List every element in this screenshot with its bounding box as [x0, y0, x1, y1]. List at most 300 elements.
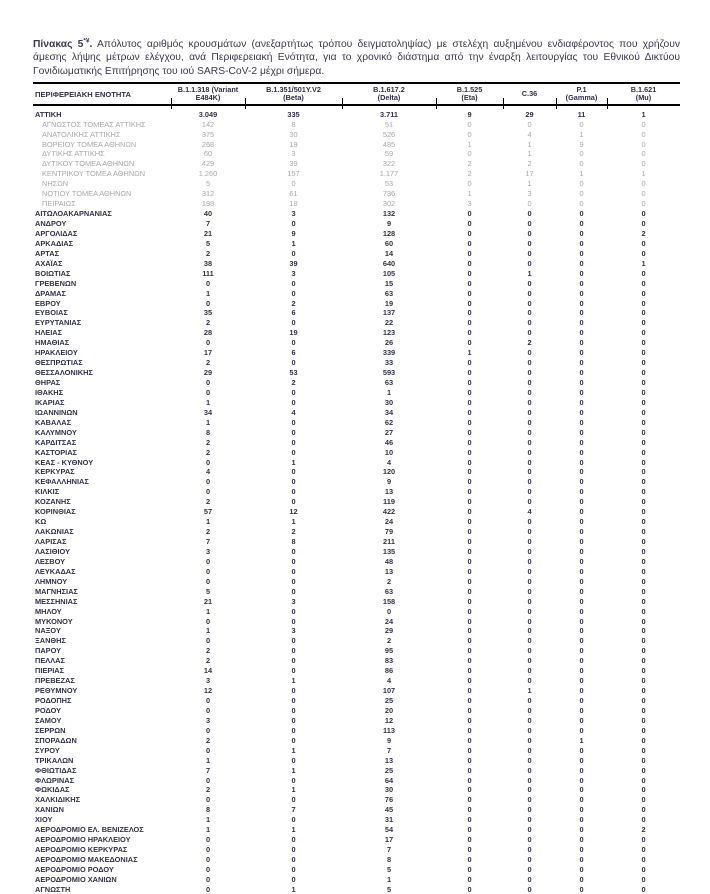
value-cell: 0 [467, 556, 472, 566]
value-cell: 1.260 [198, 169, 218, 179]
value-cell: 0 [467, 308, 472, 318]
table-header-row [33, 84, 680, 106]
region-name-cell: ΘΕΣΠΡΩΤΙΑΣ [35, 358, 83, 368]
value-cell: 21 [203, 596, 213, 606]
value-cell: 0 [467, 725, 472, 735]
value-cell: 0 [641, 358, 646, 368]
value-cell: 2 [291, 527, 296, 537]
value-cell: 60 [384, 238, 394, 248]
value-cell: 0 [467, 795, 472, 805]
value-cell: 0 [467, 179, 472, 189]
value-cell: 0 [467, 586, 472, 596]
table-row [33, 517, 680, 527]
column-header-line2: (Beta) [283, 93, 304, 103]
value-cell: 0 [579, 248, 584, 258]
table-row [33, 805, 680, 815]
value-cell: 0 [291, 646, 296, 656]
value-cell: 57 [203, 507, 213, 517]
value-cell: 0 [467, 248, 472, 258]
table-row [33, 397, 680, 407]
region-name-cell: ΔΥΤΙΚΟΥ ΤΟΜΕΑ ΑΘΗΝΩΝ [42, 159, 135, 169]
value-cell: 1 [467, 139, 472, 149]
value-cell: 0 [579, 387, 584, 397]
region-name-cell: ΝΗΣΩΝ [42, 179, 69, 189]
value-cell: 0 [641, 835, 646, 845]
value-cell: 2 [291, 378, 296, 387]
value-cell: 40 [203, 209, 213, 219]
value-cell: 7 [386, 845, 392, 855]
value-cell: 0 [205, 457, 211, 467]
value-cell: 0 [467, 378, 472, 387]
value-cell: 3.711 [379, 109, 399, 119]
value-cell: 0 [467, 855, 472, 864]
value-cell: 0 [527, 368, 532, 378]
value-cell: 142 [201, 119, 215, 129]
value-cell: 422 [382, 507, 396, 517]
value-cell: 17 [384, 835, 394, 845]
table-row [33, 228, 680, 238]
table-row [33, 199, 680, 209]
value-cell: 17 [203, 348, 213, 358]
value-cell: 0 [641, 268, 646, 278]
value-cell: 3 [291, 149, 296, 159]
value-cell: 0 [527, 586, 532, 596]
value-cell: 6 [291, 348, 296, 358]
value-cell: 0 [579, 199, 584, 209]
value-cell: 0 [527, 775, 532, 785]
value-cell: 0 [467, 219, 472, 228]
value-cell: 1 [205, 626, 211, 636]
value-cell: 0 [467, 328, 472, 338]
value-cell: 0 [527, 447, 532, 457]
value-cell: 0 [641, 447, 646, 457]
table-row [33, 566, 680, 576]
table-row [33, 507, 680, 517]
value-cell: 0 [467, 626, 472, 636]
value-cell: 0 [579, 338, 584, 348]
value-cell: 0 [205, 874, 211, 884]
column-header-line1: B.1.525 [456, 84, 483, 94]
value-cell: 0 [467, 258, 472, 268]
value-cell: 1 [641, 169, 646, 179]
value-cell: 0 [205, 835, 211, 845]
value-cell: 8 [386, 855, 392, 864]
value-cell: 51 [384, 119, 394, 129]
value-cell: 0 [527, 417, 532, 427]
value-cell: 0 [467, 775, 472, 785]
region-name-cell: ΔΥΤΙΚΗΣ ΑΤΤΙΚΗΣ [42, 149, 105, 159]
value-cell: 0 [641, 656, 646, 666]
column-header-b1525 [436, 84, 503, 104]
value-cell: 0 [291, 437, 296, 447]
value-cell: 0 [291, 487, 296, 497]
column-header-line2: (Gamma) [565, 93, 598, 103]
value-cell: 33 [384, 358, 394, 368]
value-cell: 0 [579, 417, 584, 427]
value-cell: 4 [291, 407, 296, 417]
value-cell: 0 [467, 546, 472, 556]
value-cell: 0 [527, 616, 532, 626]
table-row [33, 825, 680, 835]
value-cell: 0 [641, 378, 646, 387]
value-cell: 0 [467, 507, 472, 517]
variants-by-region-table [33, 82, 680, 894]
value-cell: 0 [579, 149, 584, 159]
value-cell: 0 [579, 835, 584, 845]
value-cell: 0 [291, 318, 296, 328]
value-cell: 20 [384, 705, 394, 715]
value-cell: 0 [579, 646, 584, 656]
table-row [33, 457, 680, 467]
value-cell: 29 [203, 368, 213, 378]
value-cell: 9 [579, 139, 584, 149]
column-header-b1351 [245, 84, 342, 104]
value-cell: 21 [203, 228, 213, 238]
table-row [33, 437, 680, 447]
value-cell: 1 [205, 417, 211, 427]
value-cell: 8 [205, 805, 211, 815]
value-cell: 0 [205, 855, 211, 864]
value-cell: 526 [382, 129, 396, 139]
value-cell: 0 [641, 278, 646, 288]
value-cell: 2 [386, 636, 392, 646]
value-cell: 1 [205, 815, 211, 825]
value-cell: 0 [467, 527, 472, 537]
value-cell: 0 [527, 855, 532, 864]
value-cell: 0 [641, 646, 646, 656]
value-cell: 2 [205, 646, 211, 656]
value-cell: 0 [579, 308, 584, 318]
value-cell: 27 [384, 427, 394, 437]
value-cell: 0 [527, 219, 532, 228]
column-header-line2: E484K) [195, 93, 221, 103]
region-name-cell: ΚΩ [35, 517, 47, 527]
value-cell: 0 [641, 537, 646, 546]
value-cell: 0 [527, 795, 532, 805]
value-cell: 0 [467, 487, 472, 497]
value-cell: 0 [386, 606, 392, 616]
value-cell: 268 [201, 139, 215, 149]
region-name-cell: ΡΟΔΟΥ [35, 705, 62, 715]
table-row [33, 298, 680, 308]
value-cell: 0 [641, 884, 646, 894]
table-row [33, 427, 680, 437]
value-cell: 0 [641, 735, 646, 745]
value-cell: 14 [384, 248, 394, 258]
region-name-cell: ΑΙΤΩΛΟΑΚΑΡΝΑΝΙΑΣ [35, 209, 112, 219]
region-name-cell: ΕΥΒΟΙΑΣ [35, 308, 68, 318]
table-row [33, 378, 680, 388]
value-cell: 0 [579, 318, 584, 328]
value-cell: 7 [386, 745, 392, 755]
value-cell: 0 [467, 735, 472, 745]
value-cell: 1 [291, 517, 296, 527]
region-name-cell: ΠΙΕΡΙΑΣ [35, 666, 65, 676]
value-cell: 0 [467, 616, 472, 626]
value-cell: 34 [384, 407, 394, 417]
value-cell: 1 [527, 139, 532, 149]
value-cell: 0 [291, 715, 296, 725]
column-header-c36 [503, 84, 556, 104]
table-row [33, 189, 680, 199]
value-cell: 0 [579, 378, 584, 387]
value-cell: 135 [382, 546, 396, 556]
value-cell: 0 [467, 815, 472, 825]
value-cell: 0 [641, 288, 646, 298]
value-cell: 0 [641, 328, 646, 338]
value-cell: 0 [641, 556, 646, 566]
value-cell: 335 [287, 109, 300, 119]
value-cell: 0 [641, 209, 646, 219]
value-cell: 0 [467, 149, 472, 159]
value-cell: 2 [205, 656, 211, 666]
value-cell: 0 [467, 606, 472, 616]
table-row [33, 278, 680, 288]
region-name-cell: ΛΑΚΩΝΙΑΣ [35, 527, 74, 537]
region-name-cell: ΚΙΛΚΙΣ [35, 487, 60, 497]
value-cell: 38 [203, 258, 213, 268]
value-cell: 0 [467, 666, 472, 676]
value-cell: 0 [641, 874, 646, 884]
value-cell: 0 [467, 745, 472, 755]
value-cell: 0 [291, 387, 296, 397]
value-cell: 1 [205, 517, 211, 527]
value-cell: 0 [467, 537, 472, 546]
table-row [33, 666, 680, 676]
value-cell: 0 [291, 338, 296, 348]
region-name-cell: ΦΘΙΩΤΙΔΑΣ [35, 765, 77, 775]
value-cell: 0 [527, 566, 532, 576]
table-body [33, 109, 680, 894]
value-cell: 2 [527, 159, 532, 169]
value-cell: 0 [291, 358, 296, 368]
value-cell: 0 [467, 447, 472, 457]
value-cell: 0 [527, 298, 532, 308]
value-cell: 0 [527, 467, 532, 477]
value-cell: 0 [467, 427, 472, 437]
value-cell: 3.049 [198, 109, 218, 119]
value-cell: 0 [527, 487, 532, 497]
value-cell: 0 [579, 855, 584, 864]
value-cell: 0 [579, 179, 584, 189]
value-cell: 0 [641, 765, 646, 775]
value-cell: 0 [467, 785, 472, 795]
region-name-cell: ΑΝΑΤΟΛΙΚΗΣ ΑΤΤΙΚΗΣ [42, 129, 121, 139]
value-cell: 79 [384, 527, 394, 537]
value-cell: 2 [205, 785, 211, 795]
value-cell: 0 [641, 845, 646, 855]
value-cell: 0 [641, 189, 646, 199]
table-row [33, 487, 680, 497]
region-name-cell: ΑΕΡΟΔΡΟΜΙΟ ΡΟΔΟΥ [35, 864, 114, 874]
value-cell: 0 [579, 159, 584, 169]
value-cell: 0 [291, 497, 296, 507]
value-cell: 339 [382, 348, 396, 358]
region-name-cell: ΚΟΖΑΝΗΣ [35, 497, 71, 507]
value-cell: 0 [205, 556, 211, 566]
value-cell: 39 [289, 159, 298, 169]
value-cell: 1 [291, 825, 296, 835]
value-cell: 13 [384, 755, 394, 765]
value-cell: 0 [579, 864, 584, 874]
value-cell: 0 [579, 328, 584, 338]
value-cell: 29 [384, 626, 394, 636]
value-cell: 0 [579, 884, 584, 894]
value-cell: 0 [467, 268, 472, 278]
value-cell: 3 [291, 626, 296, 636]
value-cell: 0 [579, 238, 584, 248]
value-cell: 0 [579, 656, 584, 666]
region-name-cell: ΛΗΜΝΟΥ [35, 576, 68, 586]
value-cell: 1 [291, 745, 296, 755]
value-cell: 0 [579, 556, 584, 566]
value-cell: 0 [641, 318, 646, 328]
value-cell: 1 [527, 268, 532, 278]
value-cell: 0 [579, 268, 584, 278]
value-cell: 302 [382, 199, 396, 209]
value-cell: 1 [205, 825, 211, 835]
value-cell: 0 [291, 755, 296, 765]
value-cell: 0 [641, 179, 646, 189]
value-cell: 17 [525, 169, 534, 179]
value-cell: 0 [641, 715, 646, 725]
region-name-cell: ΡΟΔΟΠΗΣ [35, 696, 72, 705]
value-cell: 0 [641, 119, 646, 129]
region-name-cell: ΙΘΑΚΗΣ [35, 387, 64, 397]
value-cell: 0 [205, 795, 211, 805]
value-cell: 0 [579, 507, 584, 517]
value-cell: 2 [205, 318, 211, 328]
value-cell: 9 [386, 219, 392, 228]
value-cell: 1 [291, 457, 296, 467]
region-name-cell: ΘΗΡΑΣ [35, 378, 61, 387]
value-cell: 6 [291, 308, 296, 318]
region-name-cell: ΜΥΚΟΝΟΥ [35, 616, 73, 626]
value-cell: 0 [579, 825, 584, 835]
value-cell: 0 [205, 745, 211, 755]
value-cell: 0 [579, 676, 584, 686]
region-name-cell: ΑΧΑΪΑΣ [35, 258, 63, 268]
value-cell: 0 [205, 477, 211, 487]
region-name-cell: ΤΡΙΚΑΛΩΝ [35, 755, 74, 765]
value-cell: 5 [205, 238, 211, 248]
value-cell: 2 [641, 825, 646, 835]
value-cell: 0 [527, 596, 532, 606]
value-cell: 0 [467, 119, 472, 129]
table-row [33, 705, 680, 715]
value-cell: 1 [205, 288, 211, 298]
value-cell: 1 [291, 238, 296, 248]
table-row [33, 755, 680, 765]
value-cell: 0 [641, 815, 646, 825]
region-name-cell: ΚΕΝΤΡΙΚΟΥ ΤΟΜΕΑ ΑΘΗΝΩΝ [42, 169, 146, 179]
value-cell: 0 [527, 437, 532, 447]
region-name-cell: ΠΕΛΛΑΣ [35, 656, 65, 666]
value-cell: 2 [205, 527, 211, 537]
value-cell: 0 [579, 298, 584, 308]
value-cell: 0 [467, 656, 472, 666]
value-cell: 0 [579, 696, 584, 705]
value-cell: 0 [291, 696, 296, 705]
region-name-cell: ΓΡΕΒΕΝΩΝ [35, 278, 77, 288]
value-cell: 0 [527, 835, 532, 845]
column-header-line1: B.1.617.2 [373, 84, 405, 94]
value-cell: 128 [382, 228, 396, 238]
value-cell: 1 [579, 735, 584, 745]
value-cell: 736 [382, 189, 396, 199]
table-row [33, 537, 680, 547]
value-cell: 45 [384, 805, 394, 815]
value-cell: 76 [384, 795, 394, 805]
value-cell: 0 [467, 676, 472, 686]
value-cell: 0 [291, 845, 296, 855]
value-cell: 2 [467, 169, 472, 179]
value-cell: 107 [382, 686, 396, 696]
value-cell: 0 [291, 686, 296, 696]
value-cell: 0 [467, 566, 472, 576]
value-cell: 0 [527, 397, 532, 407]
value-cell: 11 [577, 109, 586, 119]
value-cell: 0 [467, 765, 472, 775]
value-cell: 53 [384, 179, 394, 189]
value-cell: 0 [467, 457, 472, 467]
value-cell: 53 [289, 368, 298, 378]
value-cell: 28 [203, 328, 213, 338]
table-row [33, 169, 680, 179]
value-cell: 0 [641, 338, 646, 348]
region-name-cell: ΑΓΝΩΣΤΗ [35, 884, 71, 894]
value-cell: 0 [579, 119, 584, 129]
value-cell: 1 [386, 874, 392, 884]
value-cell: 0 [641, 586, 646, 596]
value-cell: 10 [384, 447, 394, 457]
report-content [33, 38, 680, 894]
value-cell: 137 [382, 308, 396, 318]
value-cell: 0 [205, 775, 211, 785]
value-cell: 375 [201, 129, 215, 139]
value-cell: 0 [527, 209, 532, 219]
value-cell: 0 [527, 288, 532, 298]
value-cell: 0 [527, 646, 532, 656]
column-header-region: ΠΕΡΙΦΕΡΕΙΑΚΗ ΕΝΟΤΗΤΑ [35, 89, 131, 99]
region-name-cell: ΣΕΡΡΩΝ [35, 725, 66, 735]
value-cell: 0 [579, 546, 584, 556]
value-cell: 0 [641, 864, 646, 874]
value-cell: 31 [384, 815, 394, 825]
table-caption [33, 38, 680, 78]
value-cell: 0 [579, 616, 584, 626]
table-row [33, 268, 680, 278]
value-cell: 322 [382, 159, 396, 169]
value-cell: 0 [205, 298, 211, 308]
value-cell: 0 [579, 566, 584, 576]
value-cell: 7 [291, 805, 296, 815]
value-cell: 0 [641, 308, 646, 318]
value-cell: 0 [641, 855, 646, 864]
region-name-cell: ΑΤΤΙΚΗ [35, 109, 62, 119]
value-cell: 0 [527, 358, 532, 368]
value-cell: 0 [527, 626, 532, 636]
region-name-cell: ΧΑΛΚΙΔΙΚΗΣ [35, 795, 81, 805]
value-cell: 62 [384, 417, 394, 427]
region-name-cell: ΛΕΥΚΑΔΑΣ [35, 566, 76, 576]
table-row [33, 467, 680, 477]
column-header-line2: (Delta) [377, 93, 401, 103]
value-cell: 0 [467, 845, 472, 855]
table-row [33, 745, 680, 755]
region-name-cell: ΗΛΕΙΑΣ [35, 328, 63, 338]
value-cell: 0 [641, 517, 646, 527]
